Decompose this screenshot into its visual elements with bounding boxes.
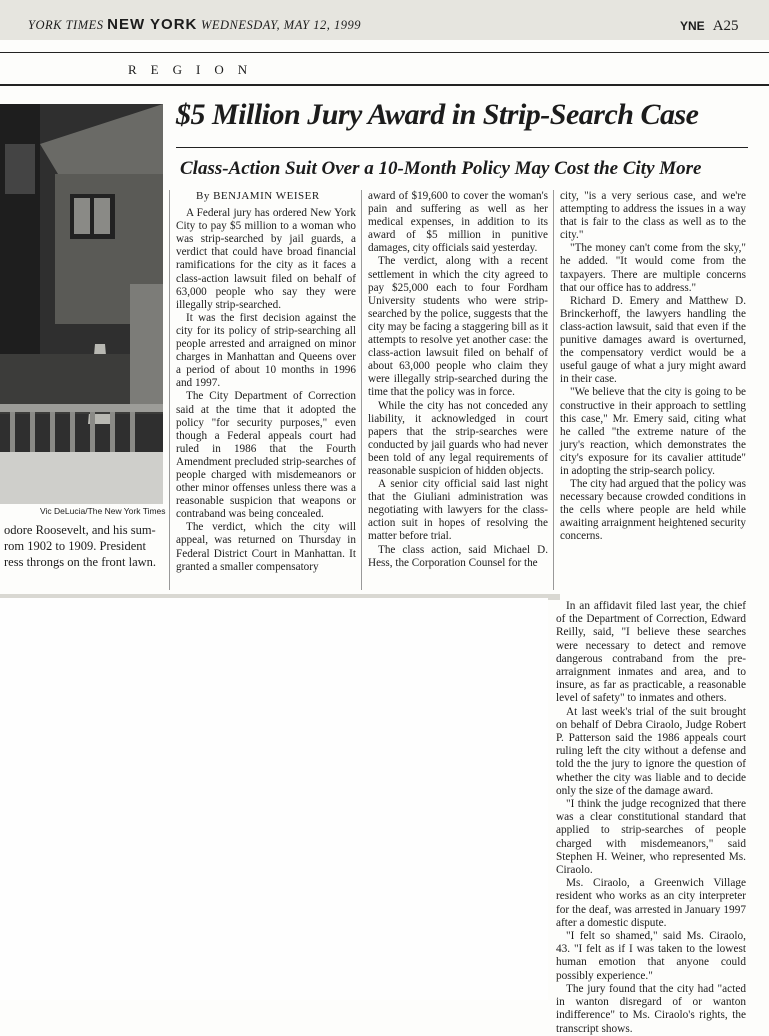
paper-name-prefix: YORK TIMES <box>28 18 104 32</box>
paragraph: Richard D. Emery and Matthew D. Brinckerhoff, the lawyers handling the class-action lawsuit, said that even if the punitive damages award is overturned, the compensatory verdict would be a useful gauge of what a jury might award in their case. <box>560 294 746 386</box>
section-label: REGION <box>128 62 262 77</box>
newspaper-header <box>28 16 361 33</box>
headline-rule <box>176 147 748 148</box>
caption-line-3: ress throngs on the front lawn. <box>4 555 157 569</box>
column-divider <box>553 190 554 590</box>
issue-date: WEDNESDAY, MAY 12, 1999 <box>200 18 361 32</box>
byline: By BENJAMIN WEISER <box>196 190 320 202</box>
edition-code: YNE <box>680 19 705 33</box>
paragraph: A Federal jury has ordered New York City to pay $5 million to a woman who was strip-searched by jail guards, a verdict that could have broad financial ramifications for the city as it faces a class-action lawsuit filed on behalf of 63,000 people who say they were illegally strip-searched. <box>176 207 356 311</box>
paragraph: The verdict, along with a recent settlement in which the city agreed to pay $25,000 each to four Fordham University students who were strip-searched by the police, suggests that the city may be facing a staggering bill as it attempts to resolve yet another case: the class-action lawsuit filed on behalf of about 63,000 people who claim they were illegally strip-searched during the time that the policy was in force. <box>368 255 548 399</box>
article-column-1 <box>176 190 356 574</box>
paragraph: The jury found that the city had "acted in wanton disregard of or wanton indifference" to Ms. Ciraolo's rights, the transcript shows. <box>556 982 746 1035</box>
paragraph: At last week's trial of the suit brought on behalf of Debra Ciraolo, Judge Robert P. Patterson said the 1986 appeals court ruling left the city without a defense and told the the jury to ignore the question of whether the city was liable and to decide only the size of the damage award. <box>556 705 746 797</box>
article-subheadline: Class-Action Suit Over a 10-Month Policy May Cost the City More <box>180 158 702 179</box>
article-column-3 <box>560 190 746 544</box>
blank-paper-area <box>0 598 548 1000</box>
news-photo <box>0 104 163 504</box>
photo-credit: Vic DeLucia/The New York Times <box>40 506 166 516</box>
paragraph: award of $19,600 to cover the woman's pain and suffering as well as her medical expenses, in addition to its award of $5 million in punitive damages, city officials said yesterday. <box>368 190 548 255</box>
page-number: A25 <box>712 18 739 34</box>
paragraph: The class action, said Michael D. Hess, the Corporation Counsel for the <box>368 543 548 569</box>
paragraph: "I felt so shamed," said Ms. Ciraolo, 43. "I felt as if I was taken to the lowest human emotion that anyone could possibly experience." <box>556 930 746 982</box>
caption-line-2: rom 1902 to 1909. President <box>4 539 147 553</box>
paragraph: city, "is a very serious case, and we're attempting to address the issues in a way that is fair to the class as well as to the city." <box>560 190 746 242</box>
paragraph: "We believe that the city is going to be constructive in their approach to settling this case," Mr. Emery said, citing what he called "the extreme nature of the jury's reaction, which demonstrates the city's exposure for its cavalier attitude" in adopting the strip-search policy. <box>560 386 746 477</box>
header-rule-bottom <box>0 84 769 86</box>
column-divider <box>361 190 362 590</box>
paper-name: NEW YORK <box>107 16 198 33</box>
column-divider <box>169 190 170 590</box>
caption-line-1: odore Roosevelt, and his sum- <box>4 523 156 537</box>
article-headline: $5 Million Jury Award in Strip-Search Case <box>176 98 699 131</box>
article-column-3-continued <box>556 600 746 1036</box>
header-rule-top <box>0 52 769 53</box>
paragraph: "I think the judge recognized that there was a clear constitutional standard that applied to strip-searches of people charged with misdemeanors," said Stephen H. Weiner, who represented Ms. Ciraolo. <box>556 798 746 877</box>
article-column-2 <box>368 190 548 570</box>
paragraph: The city had argued that the policy was necessary because crowded conditions in the cells where people are held while awaiting arraignment heightened security concerns. <box>560 478 746 543</box>
paragraph: "The money can't come from the sky," he added. "It would come from the taxpayers. There are multiple concerns that our office has to address." <box>560 242 746 294</box>
paragraph: In an affidavit filed last year, the chief of the Department of Correction, Edward Reilly, said, "I believe these searches were necessary to detect and remove dangerous contraband from the pre-arraignment inmates and area, and to insure, as far as practicable, a reasonable level of safety" to inmates and others. <box>556 600 746 705</box>
paragraph: Ms. Ciraolo, a Greenwich Village resident who works as an city interpreter for the deaf, was arrested in January 1997 after a domestic dispute. <box>556 877 746 929</box>
paragraph: It was the first decision against the city for its policy of strip-searching all people arrested and arraigned on minor charges in Manhattan and Queens over a period of about 10 months in 1996 and 1997. <box>176 311 356 390</box>
house-photo-image <box>0 104 163 504</box>
paragraph: While the city has not conceded any liability, it acknowledged in court papers that the strip-searches were conducted by jail guards who had never been told of any legal requirements of reasonable suspicion of hidden objects. <box>368 399 548 477</box>
paragraph: The City Department of Correction said at the time that it adopted the policy "for security purposes," even though a Federal appeals court had ruled in 1986 that the Fourth Amendment precluded strip-searches of people charged with misdemeanors or other minor offenses unless there was a reasonable suspicion that weapons or contraband was being concealed. <box>176 390 356 521</box>
paragraph: A senior city official said last night that the Giuliani administration was negotiating with lawyers for the class-action suit in hopes of resolving the matter before trial. <box>368 478 548 543</box>
paragraph: The verdict, which the city will appeal, was returned on Thursday in Federal District Court in Manhattan. It granted a smaller compensatory <box>176 521 356 573</box>
page-label <box>680 18 739 35</box>
